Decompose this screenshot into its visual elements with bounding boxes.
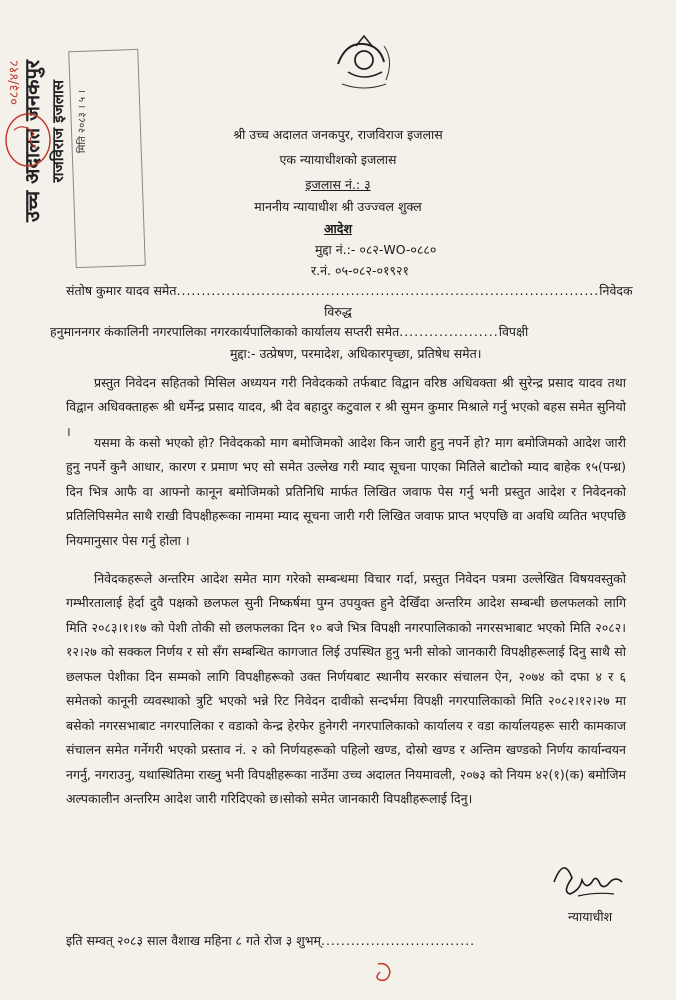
petitioner-name: संतोष कुमार यादव समेत (66, 283, 177, 298)
judge-signature-icon (548, 852, 628, 902)
case-subject: मुद्दा:- उत्प्रेषण, परमादेश, अधिकारपृच्छा, प्रतिषेध समेत। (230, 346, 482, 361)
paragraph-interim-order: निवेदकहरूले अन्तरिम आदेश समेत माग गरेको सम्बन्धमा विचार गर्दा, प्रस्तुत निवेदन पत्रमा उल्लेखित विषयवस्तुको गम्भीरतालाई हेर्दा दुवै पक्षको छलफल सुनी निष्कर्षमा पुग्न उपयुक्त हुने देखिँदा अन्तरिम आदेश सम्बन्धी छलफलको लागि मिति २०८३।१।१७ को पेशी तोकी सो छलफलका दिन १० बजे भित्र विपक्षी नगरपालिकाको नगरसभाबाट भएको मिति २०८२।१२।२७ को सक्कल निर्णय र सो सँग सम्बन्धित कागजात लिई उपस्थित हुनु भनी सोको जानकारी विपक्षीहरूलाई दिनु साथै सो छलफल पेशीका दिन सम्मको लागि विपक्षीहरूको उक्त निर्णयबाट स्थानीय सरकार संचालन ऐन, २०७४ को दफा ४ र ६ समेतको कानूनी व्यवस्थाको त्रुटि भएको भन्ने रिट निवेदन दावीको सन्दर्भमा विपक्षी नगरपालिकाको मिति २०८२।१२।२७ मा बसेको नगरसभाबाट नगरपालिका र वडाको केन्द्र हेरफेर हुनेगरी नगरपालिकाको कार्यालय र वडा कार्यालयहरू सारी कामकाज संचालन समेत गर्नेगरी भएको प्रस्ताव नं. २ को निर्णयहरूको पहिलो खण्ड, दोस्रो खण्ड र अन्तिम खण्डको निर्णय कार्यान्वयन नगर्नु, नगराउनु, यथास्थितिमा राख्नु भनी विपक्षीहरूका नाउँमा उच्च अदालत नियमावली, २०७३ को नियम ४२(१)(क) बमोजिम अल्पकालीन अन्तरिम आदेश जारी गरिदिएको छ।सोको समेत जानकारी विपक्षीहरूलाई दिनु। (66, 570, 626, 806)
petitioner-line: संतोष कुमार यादव समेत.....................................................................................निवेदक (66, 283, 633, 298)
respondent-name: हनुमाननगर कंकालिनी नगरपालिका नगरकार्यपालिकाको कार्यालय सप्तरी समेत (50, 324, 400, 339)
respondent-line: हनुमाननगर कंकालिनी नगरपालिका नगरकार्यपालिकाको कार्यालय सप्तरी समेत....................विपक्षी (50, 324, 529, 339)
versus-label: विरुद्ध (324, 304, 352, 319)
court-heading: श्री उच्च अदालत जनकपुर, राजविराज इजलास (233, 127, 443, 142)
order-title: आदेश (324, 221, 352, 236)
date-line: इति सम्वत् २०८३ साल वैशाख महिना ८ गते रोज ३ शुभम्............................... (66, 933, 476, 948)
petitioner-role: निवेदक (599, 283, 633, 298)
ijlas-number: इजलास नं.: ३ (305, 177, 371, 192)
court-emblem-icon (318, 26, 408, 101)
stamp-court-name: उच्च अदालत जनकपुर (20, 60, 44, 223)
red-mark-icon (370, 958, 400, 986)
date-text: इति सम्वत् २०८३ साल वैशाख महिना ८ गते रोज ३ शुभम् (66, 933, 321, 948)
stamp-bench-name: राजविराज इजलास (49, 80, 67, 183)
respondent-role: विपक्षी (498, 324, 529, 339)
paragraph-hearing: प्रस्तुत निवेदन सहितको मिसिल अध्ययन गरी निवेदकको तर्फबाट विद्वान वरिष्ठ अधिवक्ता श्री सुरेन्द्र प्रसाद यादव तथा विद्वान अधिवक्ताहरू श्री धर्मेन्द्र प्रसाद यादव, श्री देव बहादुर कटुवाल र श्री सुमन कुमार मिश्राले गर्नु भएको बहस समेत सुनियो । (66, 374, 626, 439)
stamp-reg-number: ०८३/४१८ (7, 60, 22, 105)
registration-number: र.नं. ०५-०८२-०१९२१ (311, 263, 409, 278)
judge-name: माननीय न्यायाधीश श्री उज्ज्वल शुक्ल (254, 199, 422, 214)
paragraph-show-cause: यसमा के कसो भएको हो? निवेदकको माग बमोजिमको आदेश किन जारी हुनु नपर्ने हो? माग बमोजिमको आदेश जारी हुनु नपर्ने कुनै आधार, कारण र प्रमाण भए सो समेत उल्लेख गरी म्याद सूचना पाएका मितिले बाटोको म्याद बाहेक १५(पन्ध्र) दिन भित्र आफै वा आफ्नो कानून बमोजिमको प्रतिनिधि मार्फत लिखित जवाफ पेस गर्नु भनी प्रस्तुत आदेश र निवेदनको प्रतिलिपिसमेत साथै राखी विपक्षीहरूका नाममा म्याद सूचना जारी गरी लिखित जवाफ प्राप्त भएपछि वा अवधि व्यतित भएपछि नियमानुसार पेस गर्नु होला । (66, 434, 626, 548)
stamp-notes: मिति २०८३ । ५ । (77, 90, 88, 154)
bench-type: एक न्यायाधीशको इजलास (279, 152, 397, 167)
case-number: मुद्दा नं.:- ०८२-WO-०८८० (315, 242, 437, 257)
judge-title: न्यायाधीश (568, 909, 613, 924)
